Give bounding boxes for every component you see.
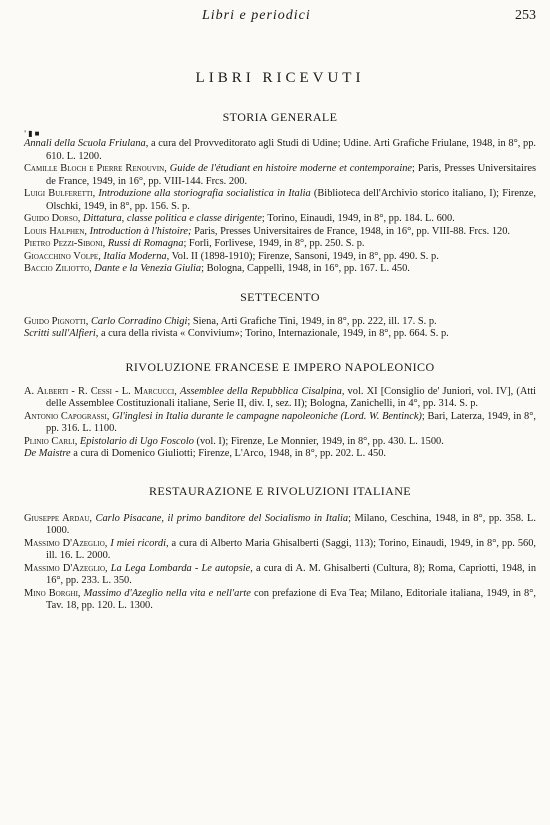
section-settecento xyxy=(24,289,536,341)
main-title: LIBRI RICEVUTI xyxy=(195,70,365,86)
list-item: Annali della Scuola Friulana, a cura del Provveditorato agli Studi di Udine; Udine. Arti Grafiche Friulane, 1948, in 8°, pp. 610. L. 1200. xyxy=(24,138,536,162)
list-item: Louis Halphen, Introduction à l'histoire; Paris, Presses Universitaires de France, 1948, in 16°, pp. VIII-88. Frcs. 120. xyxy=(24,225,511,237)
list-item: Massimo D'Azeglio, I miei ricordi, a cura di Alberto Maria Ghisalberti (Saggi, 113); Torino, Einaudi, 1949, in 8°, pp. 560, ill. 16. L. 2000. xyxy=(24,537,536,561)
section-title: STORIA GENERALE xyxy=(222,110,338,124)
list-item: Pietro Pezzi-Siboni, Russi di Romagna; Forlì, Forlivese, 1949, in 8°, pp. 250. S. p. xyxy=(24,238,365,249)
section-storia-generale xyxy=(24,109,536,276)
printer-mark: ' ▮ ■ xyxy=(24,129,40,138)
list-item: Scritti sull'Alfieri, a cura della rivista « Convivium»; Torino, Internazionale, 1949, in 8°, pp. 664. S. p. xyxy=(24,328,449,339)
entry-list xyxy=(24,386,536,461)
list-item: Luigi Bulferetti, Introduzione alla storiografia socialistica in Italia (Biblioteca dell'Archivio storico italiano, I); Firenze, Olschki, 1949, in 8°, pp. 156. S. p. xyxy=(24,188,536,212)
list-item: A. Alberti - R. Cessi - L. Marcucci, Assemblee della Repubblica Cisalpina, vol. XI [Consiglio de' Juniori, vol. IV], (Atti delle Assemblee Costituzionali italiane, Serie II, div. I, sez. II); Bologna, Zanichelli, in 4°, pp. 314. S. p. xyxy=(24,385,536,409)
list-item: Gioacchino Volpe, Italia Moderna, Vol. II (1898-1910); Firenze, Sansoni, 1949, in 8°, pp. 490. S. p. xyxy=(24,250,439,262)
list-item: Camille Bloch e Pierre Renouvin, Guide de l'étudiant en histoire moderne et contemporaine; Paris, Presses Universitaires de France, 1949, in 16°, pp. VIII-144. Frcs. 200. xyxy=(24,163,537,187)
page xyxy=(24,6,536,613)
entry-list xyxy=(24,138,536,276)
page-number: 253 xyxy=(515,8,536,23)
list-item: De Maistre a cura di Domenico Giuliotti; Firenze, L'Arco, 1948, in 8°, pp. 202. L. 450. xyxy=(24,448,387,459)
section-title: RESTAURAZIONE E RIVOLUZIONI ITALIANE xyxy=(148,483,412,498)
list-item: Baccio Ziliotto, Dante e la Venezia Giulia; Bologna, Cappelli, 1948, in 16°, pp. 167. L. 450. xyxy=(24,263,410,274)
list-item: Mino Borghi, Massimo d'Azeglio nella vita e nell'arte con prefazione di Eva Tea; Milano, Editoriale italiana, 1949, in 8°, Tav. 18, pp. 120. L. 1300. xyxy=(24,587,537,611)
section-rivoluzione-francese xyxy=(24,359,536,461)
running-head xyxy=(24,6,536,28)
entry-list xyxy=(24,513,536,613)
section-title: RIVOLUZIONE FRANCESE E IMPERO NAPOLEONICO xyxy=(125,359,435,374)
list-item: Massimo D'Azeglio, La Lega Lombarda - Le autopsie, a cura di A. M. Ghisalberti (Cultura, 8); Roma, Capriotti, 1948, in 16°, pp. 233. L. 350. xyxy=(24,562,537,586)
list-item: Plinio Carli, Epistolario di Ugo Foscolo (vol. I); Firenze, Le Monnier, 1949, in 8°, pp. 430. L. 1500. xyxy=(24,435,444,447)
list-item: Guido Pignotti, Carlo Corradino Chigi; Siena, Arti Grafiche Tini, 1949, in 8°, pp. 222, ill. 17. S. p. xyxy=(24,315,437,327)
section-title: SETTECENTO xyxy=(240,289,320,304)
list-item: Guido Dorso, Dittatura, classe politica e classe dirigente; Torino, Einaudi, 1949, in 8°, pp. 184. L. 600. xyxy=(24,213,455,224)
list-item: Giuseppe Ardau, Carlo Pisacane, il primo banditore del Socialismo in Italia; Milano, Ceschina, 1948, in 8°, pp. 358. L. 1000. xyxy=(24,512,536,536)
entry-list xyxy=(24,316,536,341)
list-item: Antonio Capograssi, Gl'inglesi in Italia durante le campagne napoleoniche (Lord. W. Bentinck); Bari, Laterza, 1949, in 8°, pp. 316. L. 1100. xyxy=(24,410,536,434)
running-title: Libri e periodici xyxy=(202,8,311,23)
section-restaurazione xyxy=(24,483,536,613)
